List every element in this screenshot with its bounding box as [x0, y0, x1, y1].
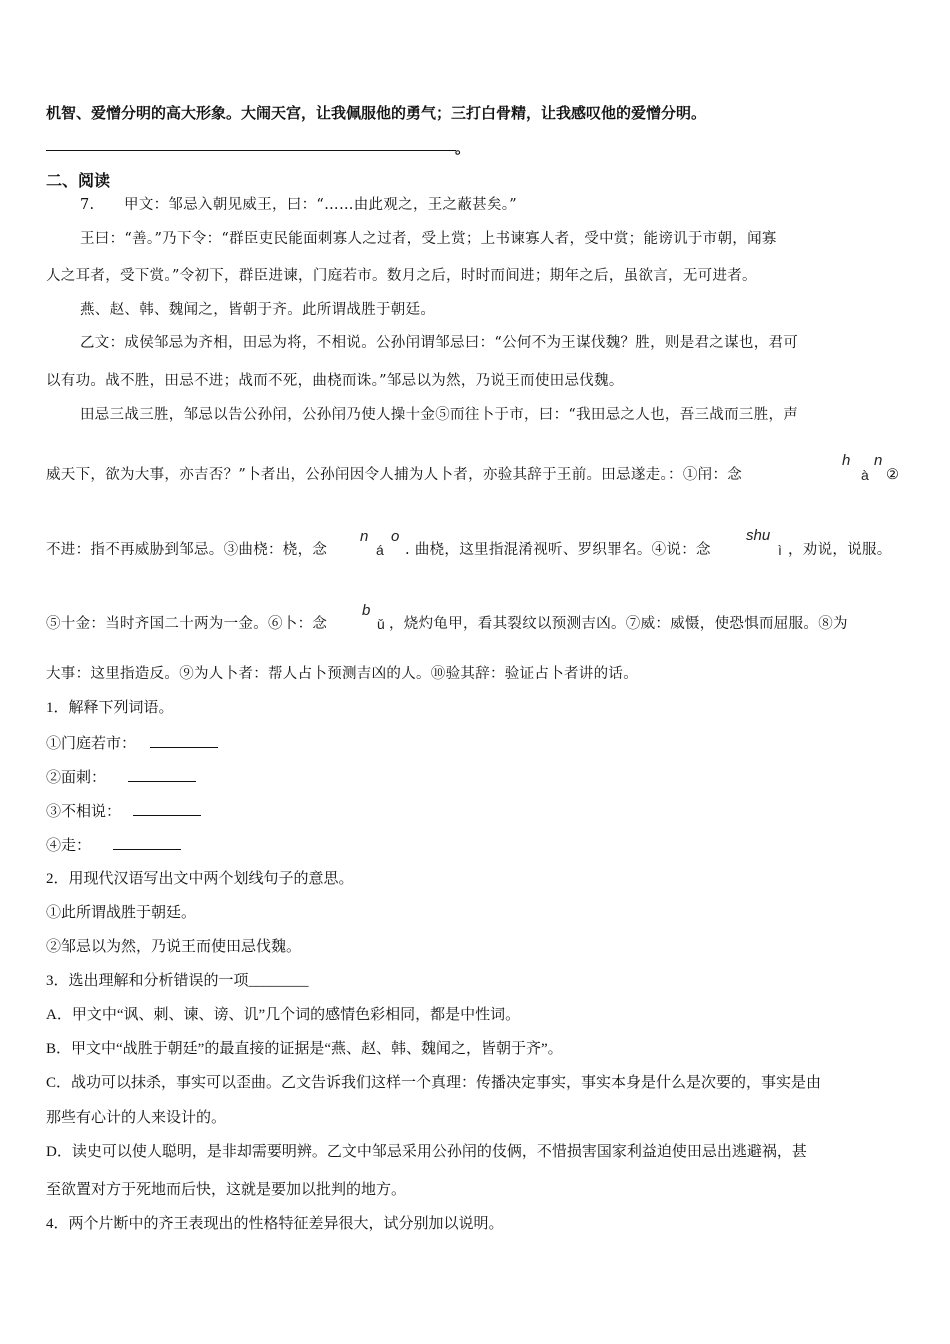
pinyin-han-tone: à — [861, 467, 869, 483]
question-1-item-1-label: ①门庭若市： — [46, 736, 137, 752]
option-b: B．甲文中“战胜于朝廷”的最直接的证据是“燕、赵、韩、魏闻之，皆朝于齐”。 — [46, 1041, 563, 1057]
option-d-line-1: D．读史可以使人聪明，是非却需要明辨。乙文中邹忌采用公孙闬的伎俩，不惜损害国家利益迫使田忌出逃避祸，甚 — [46, 1144, 807, 1160]
passage-line-8: 威天下，欲为大事，亦吉否？”卜者出，公孙闬因令人捕为人卜者，亦验其辞于王前。田忌遂走。：①闬：念 — [46, 467, 743, 483]
passage-line-11: 大事：这里指造反。⑨为人卜者：帮人占卜预测吉凶的人。⑩验其辞：验证占卜者讲的话。 — [46, 666, 638, 682]
passage-line-5: 乙文：成侯邹忌为齐相，田忌为将，不相说。公孙闬谓邹忌曰：“公何不为王谋伐魏？胜，则是君之谋也，君可 — [80, 335, 799, 351]
passage-line-10a: ⑤十金：当时齐国二十两为一金。⑥卜：念 — [46, 616, 328, 632]
answer-line — [46, 150, 456, 151]
answer-blank[interactable] — [113, 835, 181, 850]
pinyin-shui-tone: ì — [778, 542, 782, 558]
question-1-item-1 — [46, 733, 218, 754]
option-c-line-1: C．战功可以抹杀，事实可以歪曲。乙文告诉我们这样一个真理：传播决定事实，事实本身是什么是次要的，事实是由 — [46, 1075, 822, 1091]
question-1-item-2 — [46, 767, 196, 788]
section-heading: 二、阅读 — [46, 171, 111, 190]
passage-line-8-end: ② — [886, 467, 900, 483]
passage-line-2: 王曰：“善。”乃下令：“群臣吏民能面刺寡人之过者，受上赏；上书谏寡人者，受中赏；能谤讥于市朝，闻寡 — [80, 231, 777, 247]
answer-blank[interactable] — [150, 733, 218, 748]
pinyin-han-h: h — [842, 452, 851, 469]
intro-line: 机智、爱憎分明的高大形象。大闹天宫，让我佩服他的勇气；三打白骨精，让我感叹他的爱憎分明。 — [46, 104, 707, 122]
pinyin-han-n: n — [874, 452, 883, 469]
passage-line-1: 7. 甲文：邹忌入朝见威王，曰：“……由此观之，王之蔽甚矣。” — [80, 197, 518, 213]
question-1-item-4-label: ④走： — [46, 838, 92, 854]
passage-line-9b: . 曲桡，这里指混淆视听、罗织罪名。④说：念 — [405, 542, 711, 558]
question-2: 2．用现代汉语写出文中两个划线句子的意思。 — [46, 871, 354, 887]
passage-line-6: 以有功。战不胜，田忌不进；战而不死，曲桡而诛。”邹忌以为然，乃说王而使田忌伐魏。 — [46, 373, 624, 389]
question-1-item-3 — [46, 801, 201, 822]
question-1-item-2-label: ②面刺： — [46, 770, 107, 786]
pinyin-nao-tone: á — [376, 542, 384, 558]
passage-line-10b: ，烧灼龟甲，看其裂纹以预测吉凶。⑦威：威慑，使恐惧而屈服。⑧为 — [389, 616, 848, 632]
option-d-line-2: 至欲置对方于死地而后快，这就是要加以批判的地方。 — [46, 1182, 407, 1198]
pinyin-nao-o: o — [391, 528, 400, 545]
answer-blank[interactable] — [133, 801, 201, 816]
question-1-item-3-label: ③不相说： — [46, 804, 122, 820]
question-4: 4．两个片断中的齐王表现出的性格特征差异很大，试分别加以说明。 — [46, 1216, 504, 1232]
pinyin-nao-n: n — [360, 528, 369, 545]
pinyin-bu-tone: ǔ — [377, 616, 385, 632]
answer-blank[interactable] — [128, 767, 196, 782]
question-1: 1．解释下列词语。 — [46, 700, 174, 716]
passage-line-9a: 不进：指不再威胁到邹忌。③曲桡：桡，念 — [46, 542, 328, 558]
answer-line-end: 。 — [455, 139, 471, 157]
passage-line-3: 人之耳者，受下赏。”令初下，群臣进谏，门庭若市。数月之后，时时而间进；期年之后，虽欲言，无可进者。 — [46, 268, 757, 284]
passage-line-4: 燕、赵、韩、魏闻之，皆朝于齐。此所谓战胜于朝廷。 — [80, 302, 436, 318]
question-1-item-4 — [46, 835, 181, 856]
pinyin-bu-b: b — [362, 602, 371, 619]
question-3: 3．选出理解和分析错误的一项________ — [46, 973, 309, 989]
option-a: A．甲文中“讽、刺、谏、谤、讥”几个词的感情色彩相同，都是中性词。 — [46, 1007, 521, 1023]
passage-line-9c: ，劝说，说服。 — [788, 542, 892, 558]
pinyin-shui: shu — [746, 527, 771, 544]
question-2-item-1: ①此所谓战胜于朝廷。 — [46, 905, 197, 921]
question-2-item-2: ②邹忌以为然，乃说王而使田忌伐魏。 — [46, 939, 302, 955]
option-c-line-2: 那些有心计的人来设计的。 — [46, 1110, 227, 1126]
passage-line-7: 田忌三战三胜，邹忌以告公孙闬，公孙闬乃使人操十金⑤而往卜于市，曰：“我田忌之人也，吾三战而三胜，声 — [80, 407, 799, 423]
